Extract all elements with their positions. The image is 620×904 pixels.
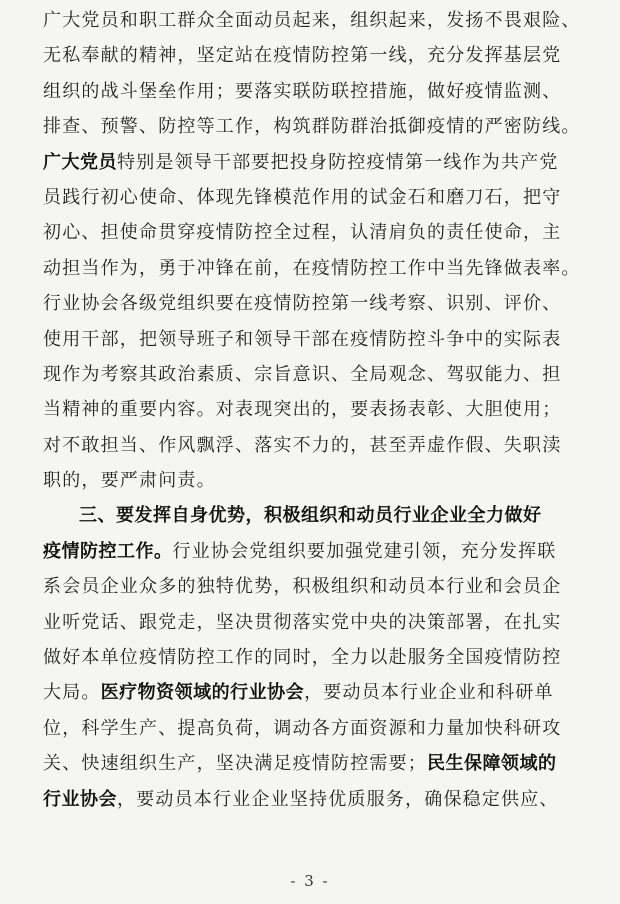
bold-text-segment: 行业协会 xyxy=(43,788,117,810)
text-line xyxy=(43,180,603,215)
text-segment: 初心、担使命贯穿疫情防控全过程，认清肩负的责任使命，主 xyxy=(43,222,562,244)
text-line xyxy=(43,675,603,710)
text-segment: ，要动员本行业企业和科研单 xyxy=(304,682,554,704)
text-segment: 业听党话、跟党走，坚决贯彻落实党中央的决策部署，在扎实 xyxy=(43,611,562,633)
bold-text-segment: 医疗物资领域的行业协会 xyxy=(100,682,305,704)
text-line xyxy=(43,782,603,817)
text-segment: 位，科学生产、提高负荷，调动各方面资源和力量加快科研攻 xyxy=(43,717,562,739)
text-segment: 当精神的重要内容。对表现突出的，要表扬表彰、大胆使用； xyxy=(43,399,562,421)
text-segment: 排查、预警、防控等工作，构筑群防群治抵御疫情的严密防线。 xyxy=(43,116,581,138)
text-line xyxy=(43,428,603,463)
text-line xyxy=(43,498,603,533)
text-line xyxy=(43,711,603,746)
text-line xyxy=(43,38,603,73)
bold-text-segment: 广大党员 xyxy=(43,151,117,173)
text-segment: 系会员企业众多的独特优势，积极组织和动员本行业和会员企 xyxy=(43,576,562,598)
text-line xyxy=(43,286,603,321)
text-line xyxy=(43,569,603,604)
text-segment: 无私奉献的精神，坚定站在疫情防控第一线，充分发挥基层党 xyxy=(43,45,562,67)
text-segment: 行业协会各级党组织要在疫情防控第一线考察、识别、评价、 xyxy=(43,293,562,315)
text-segment: 广大党员和职工群众全面动员起来，组织起来，发扬不畏艰险、 xyxy=(43,10,581,31)
text-line xyxy=(43,746,603,781)
page-number: - 3 - xyxy=(290,872,330,890)
text-segment: 做好本单位疫情防控工作的同时，全力以赴服务全国疫情防控 xyxy=(43,647,562,669)
text-line xyxy=(43,109,603,144)
text-line xyxy=(43,74,603,109)
text-segment: 动担当作为，勇于冲锋在前，在疫情防控工作中当先锋做表率。 xyxy=(43,257,581,279)
text-segment: 员践行初心使命、体现先锋模范作用的试金石和磨刀石，把守 xyxy=(43,186,562,208)
text-line xyxy=(43,251,603,286)
text-line xyxy=(43,463,603,498)
text-line xyxy=(43,322,603,357)
text-line xyxy=(43,215,603,250)
text-segment: 特别是领导干部要把投身防控疫情第一线作为共产党 xyxy=(117,151,559,173)
text-segment: 对不敢担当、作风飘浮、落实不力的，甚至弄虚作假、失职渎 xyxy=(43,434,562,456)
bold-text-segment: 疫情防控工作。 xyxy=(43,540,173,562)
bold-text-segment: 民生保障领域的 xyxy=(427,753,557,775)
text-segment: 组织的战斗堡垒作用；要落实联防联控措施，做好疫情监测、 xyxy=(43,80,562,102)
text-line xyxy=(43,3,603,38)
text-segment: 现作为考察其政治素质、宗旨意识、全局观念、驾驭能力、担 xyxy=(43,363,562,385)
text-segment: 关、快速组织生产，坚决满足疫情防控需要； xyxy=(43,753,427,775)
text-line xyxy=(43,357,603,392)
text-segment: 职的，要严肃问责。 xyxy=(43,470,216,492)
text-line xyxy=(43,640,603,675)
bold-text-segment: 三、要发挥自身优势，积极组织和动员行业企业全力做好 xyxy=(79,505,542,527)
text-line xyxy=(43,145,603,180)
body-text xyxy=(43,3,603,817)
text-segment: 行业协会党组织要加强党建引领，充分发挥联 xyxy=(172,540,557,562)
text-line xyxy=(43,534,603,569)
text-segment: ，要动员本行业企业坚持优质服务，确保稳定供应、 xyxy=(117,788,559,810)
text-segment: 使用干部，把领导班子和领导干部在疫情防控斗争中的实际表 xyxy=(43,328,562,350)
text-line xyxy=(43,605,603,640)
text-line xyxy=(43,392,603,427)
text-segment: 大局。 xyxy=(43,682,101,704)
